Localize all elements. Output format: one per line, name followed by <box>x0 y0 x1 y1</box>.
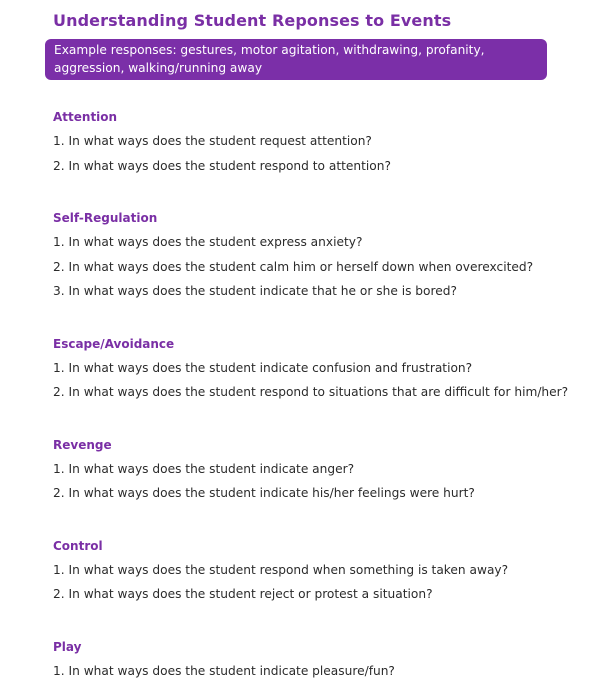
section-self-regulation <box>53 210 600 299</box>
question-item: 1. In what ways does the student indicate pleasure/fun? <box>53 663 395 678</box>
question-item: 1. In what ways does the student indicate confusion and frustration? <box>53 360 473 375</box>
section-heading: Play <box>53 639 82 654</box>
question-item: 3. In what ways does the student indicate that he or she is bored? <box>53 284 457 298</box>
section-revenge <box>53 437 600 502</box>
question-item: 1. In what ways does the student express anxiety? <box>53 235 363 249</box>
question-item: 2. In what ways does the student respond to situations that are difficult for him/her? <box>53 385 569 399</box>
section-control <box>53 538 600 603</box>
example-responses-banner: Example responses: gestures, motor agitation, withdrawing, profanity, aggression, walking/running away <box>45 39 547 80</box>
question-item: 2. In what ways does the student reject or protest a situation? <box>53 587 433 601</box>
question-item: 1. In what ways does the student request attention? <box>53 134 372 148</box>
section-heading: Revenge <box>53 437 112 452</box>
question-sections <box>0 109 600 679</box>
question-item: 2. In what ways does the student indicate his/her feelings were hurt? <box>53 486 475 500</box>
question-item: 2. In what ways does the student calm him or herself down when overexcited? <box>53 259 534 274</box>
section-escape-avoidance <box>53 336 600 401</box>
question-item: 2. In what ways does the student respond to attention? <box>53 158 391 173</box>
page-title: Understanding Student Reponses to Events <box>53 11 452 30</box>
question-item: 1. In what ways does the student indicate anger? <box>53 461 355 476</box>
section-heading: Escape/Avoidance <box>53 336 175 351</box>
question-item: 1. In what ways does the student respond when something is taken away? <box>53 562 509 577</box>
section-heading: Control <box>53 538 103 553</box>
section-heading: Attention <box>53 110 118 124</box>
section-heading: Self-Regulation <box>53 211 158 225</box>
section-play <box>53 639 600 679</box>
section-attention <box>53 109 600 174</box>
